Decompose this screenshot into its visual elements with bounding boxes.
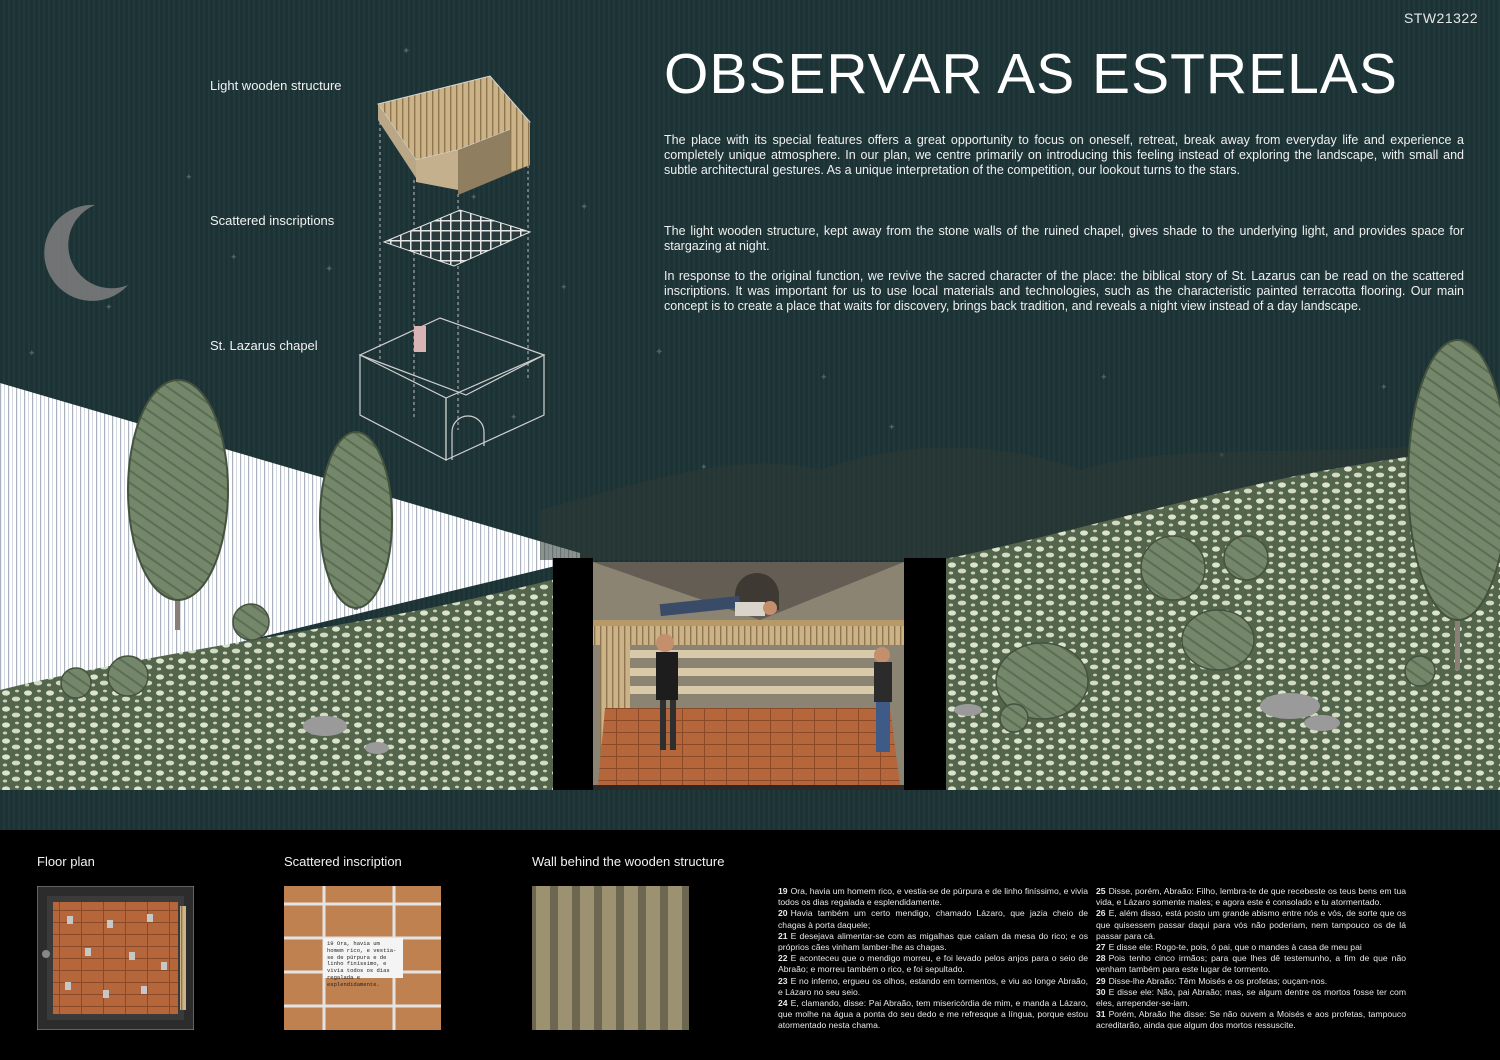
svg-text:✦: ✦ (470, 192, 478, 202)
scripture-right-column (1096, 886, 1406, 1032)
verse-number: 31 (1096, 1009, 1106, 1020)
scripture-verse (778, 953, 1088, 975)
verse-text: E, clamando, disse: Pai Abraão, tem misericórdia de mim, e manda a Lázaro, que molhe na água a ponta do seu dedo e me refresque a língua, porque estou atormentado nesta chama. (778, 998, 1088, 1031)
project-code: STW21322 (1403, 10, 1478, 26)
wooden-structure-drawing (378, 76, 530, 195)
scripture-verse (1096, 942, 1406, 953)
tree-left-2 (320, 432, 392, 610)
scripture-verse (778, 886, 1088, 908)
verse-number: 21 (778, 930, 788, 941)
svg-text:✦: ✦ (105, 302, 113, 312)
svg-text:✦: ✦ (888, 422, 896, 432)
verse-text: Havia também um certo mendigo, chamado Lázaro, que jazia cheio de chagas à porta daquele; (778, 908, 1088, 930)
scripture-verse (778, 931, 1088, 953)
verse-number: 22 (778, 953, 788, 964)
chapel-drawing (360, 318, 544, 460)
svg-text:✦: ✦ (655, 347, 664, 358)
verse-number: 24 (778, 998, 788, 1009)
svg-text:✦: ✦ (230, 252, 238, 262)
verse-number: 29 (1096, 975, 1106, 986)
verse-number: 20 (778, 908, 788, 919)
scripture-verse (778, 976, 1088, 998)
floor-plan-drawing (37, 886, 194, 1030)
label-scattered-inscription: Scattered inscription (284, 854, 402, 869)
scripture-verse (778, 908, 1088, 930)
scripture-verse (1096, 953, 1406, 975)
label-wall-behind-structure: Wall behind the wooden structure (532, 854, 725, 869)
verse-text: Ora, havia um homem rico, e vestia-se de púrpura e de linho finíssimo, e vivia todos os dias regalada e esplendidamente. (778, 886, 1088, 908)
stars (28, 46, 1388, 472)
moon (44, 205, 128, 301)
person-climbing (874, 647, 892, 752)
verse-text: E desejava alimentar-se com as migalhas que caíam da mesa do rico; e os próprios cães vinham lamber-lhe as chagas. (778, 930, 1088, 953)
scripture-verse (1096, 908, 1406, 942)
verse-number: 25 (1096, 886, 1106, 896)
label-light-wooden-structure: Light wooden structure (210, 78, 342, 93)
intro-paragraph: The place with its special features offers a great opportunity to focus on oneself, retreat, break away from everyday life and experience a completely unique atmosphere. In our plan, we centre primarily on introducing this feeling instead of exploring the landscape, with small and subtle architectural gestures. As a unique interpretation of the competition, our lookout turns to the stars. (664, 133, 1464, 178)
inscription-grid-drawing (384, 210, 530, 266)
verse-text: Pois tenho cinco irmãos; para que lhes dê testemunho, a fim de que não venham também para este lugar de tormento. (1096, 953, 1406, 975)
label-st-lazarus-chapel: St. Lazarus chapel (210, 338, 318, 353)
label-floor-plan: Floor plan (37, 854, 95, 869)
svg-text:✦: ✦ (580, 202, 589, 213)
concept-paragraph: In response to the original function, we revive the sacred character of the place: the biblical story of St. Lazarus can be read on the scattered inscriptions. It was important for us to use local materials and technologies, such as the characteristic painted terracotta flooring. Our main concept is to create a place that waits for discovery, brings back tradition, and reveals a night view instead of a day landscape. (664, 269, 1464, 314)
verse-text: E, além disso, está posto um grande abismo entre nós e vós, de sorte que os que quisessem passar daqui para vós não poderiam, nem tampouco os de lá passar para cá. (1096, 908, 1406, 941)
verse-text: Disse-lhe Abraão: Têm Moisés e os profetas; ouçam-nos. (1108, 975, 1328, 986)
scripture-verse (1096, 976, 1406, 987)
scripture-verse (1096, 1009, 1406, 1031)
verse-text: E disse ele: Rogo-te, pois, ó pai, que o mandes à casa de meu pai (1108, 942, 1362, 953)
verse-number: 28 (1096, 953, 1106, 964)
scripture-verse (778, 998, 1088, 1032)
svg-text:✦: ✦ (185, 172, 193, 182)
verse-number: 23 (778, 975, 788, 986)
axonometric-diagram (360, 76, 544, 460)
verse-text: Disse, porém, Abraão: Filho, lembra-te de que recebeste os teus bens em tua vida, e Lázaro somente males; e agora este é consolado e tu atormentado. (1096, 886, 1406, 908)
chapel-section (553, 558, 946, 790)
svg-text:✦: ✦ (560, 282, 568, 292)
structure-paragraph: The light wooden structure, kept away from the stone walls of the ruined chapel, gives shade to the underlying light, and provides space for stargazing at night. (664, 224, 1464, 254)
wall-texture-drawing (532, 886, 689, 1030)
svg-text:✦: ✦ (325, 264, 334, 275)
verse-number: 30 (1096, 986, 1106, 997)
svg-text:✦: ✦ (1380, 382, 1388, 392)
svg-text:✦: ✦ (1100, 372, 1108, 382)
verse-text: E no inferno, ergueu os olhos, estando em tormentos, e viu ao longe Abraão, e Lázaro no seu seio. (778, 975, 1088, 997)
scripture-left-column (778, 886, 1088, 1032)
verse-text: Porém, Abraão lhe disse: Se não ouvem a Moisés e aos profetas, tampouco acreditarão, ainda que algum dos mortos ressuscite. (1096, 1009, 1406, 1031)
svg-text:✦: ✦ (700, 462, 708, 472)
scripture-verse (1096, 987, 1406, 1009)
verse-number: 19 (778, 886, 788, 896)
scripture-verse (1096, 886, 1406, 908)
page-title: OBSERVAR AS ESTRELAS (664, 42, 1398, 106)
label-scattered-inscriptions: Scattered inscriptions (210, 213, 335, 228)
inscription-tile-text: 19 Ora, havia um homem rico, e vestia-se de púrpura e de linho finíssimo, e vivia todos os dias regalada e esplendidamente. (323, 938, 403, 978)
svg-text:✦: ✦ (510, 412, 518, 422)
svg-text:✦: ✦ (820, 372, 828, 382)
verse-text: E disse ele: Não, pai Abraão; mas, se algum dentre os mortos fosse ter com eles, arrepender-se-iam. (1096, 986, 1406, 1009)
verse-text: E aconteceu que o mendigo morreu, e foi levado pelos anjos para o seio de Abraão; e morreu também o rico, e foi sepultado. (778, 953, 1088, 975)
svg-text:✦: ✦ (28, 348, 36, 358)
verse-number: 27 (1096, 942, 1106, 953)
svg-text:✦: ✦ (402, 46, 411, 57)
verse-number: 26 (1096, 908, 1106, 919)
